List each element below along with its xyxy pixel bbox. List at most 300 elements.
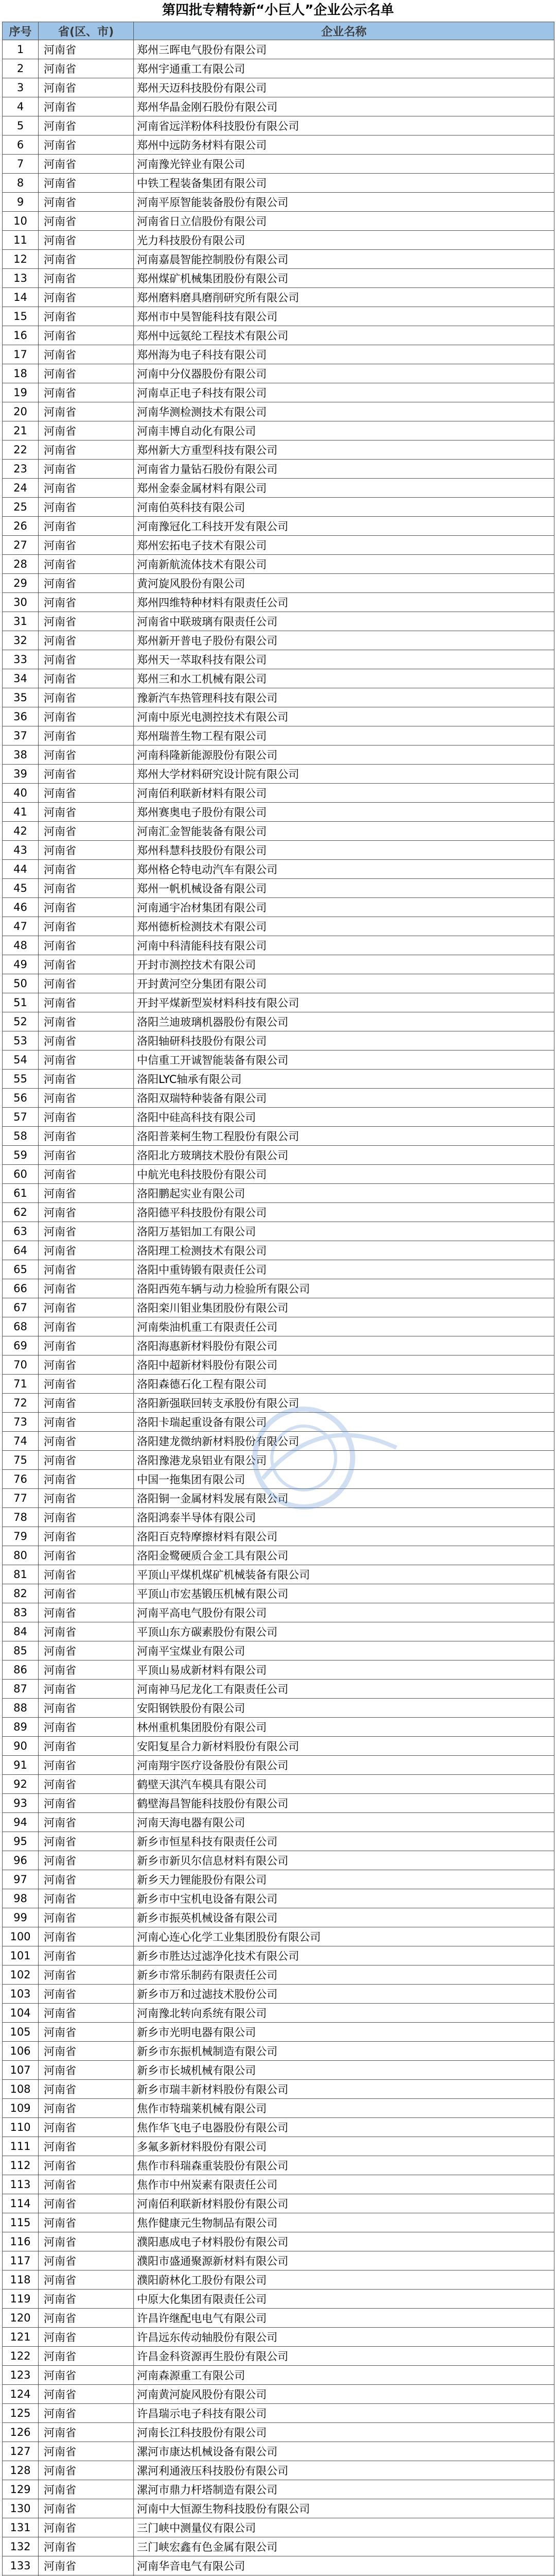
region-cell: 河南省 bbox=[39, 1508, 134, 1527]
company-name-cell: 洛阳森德石化工程有限公司 bbox=[134, 1375, 554, 1394]
table-row bbox=[3, 707, 554, 726]
region-cell: 河南省 bbox=[39, 2423, 134, 2442]
seq-cell: 95 bbox=[3, 1832, 39, 1851]
seq-cell: 112 bbox=[3, 2156, 39, 2175]
company-list-table bbox=[2, 22, 554, 2576]
company-name-cell: 开封平煤新型炭材料科技有限公司 bbox=[134, 993, 554, 1012]
company-name-cell: 河南汇金智能装备有限公司 bbox=[134, 822, 554, 841]
seq-cell: 67 bbox=[3, 1298, 39, 1317]
company-name-cell: 河南豫冠化工科技开发有限公司 bbox=[134, 517, 554, 536]
page-title: 第四批专精特新“小巨人”企业公示名单 bbox=[162, 3, 394, 18]
table-row bbox=[3, 2404, 554, 2423]
region-cell: 河南省 bbox=[39, 479, 134, 498]
company-name-cell: 河南森源重工有限公司 bbox=[134, 2366, 554, 2385]
region-cell: 河南省 bbox=[39, 1489, 134, 1508]
region-cell: 河南省 bbox=[39, 765, 134, 784]
table-row bbox=[3, 2347, 554, 2366]
region-cell: 河南省 bbox=[39, 1432, 134, 1451]
table-row bbox=[3, 1546, 554, 1565]
seq-cell: 116 bbox=[3, 2232, 39, 2251]
table-row bbox=[3, 1527, 554, 1546]
table-row bbox=[3, 1508, 554, 1527]
table-row bbox=[3, 536, 554, 555]
company-name-cell: 郑州新大方重型科技有限公司 bbox=[134, 440, 554, 460]
region-cell: 河南省 bbox=[39, 193, 134, 212]
table-row bbox=[3, 1108, 554, 1127]
table-row bbox=[3, 40, 554, 59]
company-name-cell: 郑州中远防务材料有限公司 bbox=[134, 135, 554, 155]
company-name-cell: 洛阳西苑车辆与动力检验所有限公司 bbox=[134, 1279, 554, 1298]
company-name-cell: 郑州赛奥电子股份有限公司 bbox=[134, 803, 554, 822]
seq-cell: 121 bbox=[3, 2328, 39, 2347]
company-name-cell: 平顶山市宏基锻压机械有限公司 bbox=[134, 1584, 554, 1603]
region-cell: 河南省 bbox=[39, 2080, 134, 2099]
table-row bbox=[3, 2175, 554, 2194]
region-cell: 河南省 bbox=[39, 2194, 134, 2213]
region-cell: 河南省 bbox=[39, 2213, 134, 2232]
region-cell: 河南省 bbox=[39, 993, 134, 1012]
company-name-cell: 河南中科清能科技有限公司 bbox=[134, 936, 554, 955]
table-row bbox=[3, 402, 554, 421]
table-row bbox=[3, 1718, 554, 1737]
company-name-cell: 新乡市瑞丰新材料股份有限公司 bbox=[134, 2080, 554, 2099]
region-cell: 河南省 bbox=[39, 1527, 134, 1546]
company-name-cell: 河南中原光电测控技术有限公司 bbox=[134, 707, 554, 726]
header-region: 省(区、市) bbox=[39, 22, 134, 40]
region-cell: 河南省 bbox=[39, 59, 134, 78]
region-cell: 河南省 bbox=[39, 860, 134, 879]
company-name-cell: 洛阳建龙微纳新材料股份有限公司 bbox=[134, 1432, 554, 1451]
company-name-cell: 河南丰博自动化有限公司 bbox=[134, 421, 554, 440]
company-name-cell: 郑州金泰金属材料有限公司 bbox=[134, 479, 554, 498]
seq-cell: 49 bbox=[3, 955, 39, 974]
company-name-cell: 河南通宇冶材集团有限公司 bbox=[134, 898, 554, 917]
region-cell: 河南省 bbox=[39, 1870, 134, 1889]
seq-cell: 90 bbox=[3, 1737, 39, 1756]
table-row bbox=[3, 2232, 554, 2251]
table-row bbox=[3, 2423, 554, 2442]
header-company-name: 企业名称 bbox=[134, 22, 554, 40]
table-row bbox=[3, 1070, 554, 1089]
seq-cell: 98 bbox=[3, 1889, 39, 1908]
seq-cell: 35 bbox=[3, 688, 39, 707]
table-row bbox=[3, 2213, 554, 2232]
seq-cell: 77 bbox=[3, 1489, 39, 1508]
region-cell: 河南省 bbox=[39, 269, 134, 288]
seq-cell: 80 bbox=[3, 1546, 39, 1565]
region-cell: 河南省 bbox=[39, 421, 134, 440]
table-row bbox=[3, 1241, 554, 1260]
company-name-cell: 豫新汽车热管理科技有限公司 bbox=[134, 688, 554, 707]
seq-cell: 106 bbox=[3, 2042, 39, 2061]
company-name-cell: 中国一拖集团有限公司 bbox=[134, 1470, 554, 1489]
region-cell: 河南省 bbox=[39, 574, 134, 593]
company-name-cell: 河南天海电器有限公司 bbox=[134, 1813, 554, 1832]
table-row bbox=[3, 498, 554, 517]
company-name-cell: 新乡市胜达过滤净化技术有限公司 bbox=[134, 1946, 554, 1965]
table-row bbox=[3, 174, 554, 193]
company-name-cell: 河南柴油机重工有限责任公司 bbox=[134, 1317, 554, 1336]
region-cell: 河南省 bbox=[39, 2023, 134, 2042]
region-cell: 河南省 bbox=[39, 1317, 134, 1336]
seq-cell: 103 bbox=[3, 1985, 39, 2004]
table-row bbox=[3, 383, 554, 402]
table-row bbox=[3, 1298, 554, 1317]
table-row bbox=[3, 345, 554, 364]
company-name-cell: 郑州煤矿机械集团股份有限公司 bbox=[134, 269, 554, 288]
table-row bbox=[3, 1279, 554, 1298]
company-name-cell: 林州重机集团股份有限公司 bbox=[134, 1718, 554, 1737]
region-cell: 河南省 bbox=[39, 1546, 134, 1565]
region-cell: 河南省 bbox=[39, 2309, 134, 2328]
region-cell: 河南省 bbox=[39, 498, 134, 517]
company-name-cell: 洛阳中超新材料股份有限公司 bbox=[134, 1355, 554, 1375]
company-name-cell: 洛阳海惠新材料股份有限公司 bbox=[134, 1336, 554, 1355]
company-name-cell: 三门峡中测量仪有限公司 bbox=[134, 2518, 554, 2537]
seq-cell: 5 bbox=[3, 116, 39, 135]
seq-cell: 3 bbox=[3, 78, 39, 97]
region-cell: 河南省 bbox=[39, 822, 134, 841]
seq-cell: 82 bbox=[3, 1584, 39, 1603]
table-row bbox=[3, 1451, 554, 1470]
region-cell: 河南省 bbox=[39, 2270, 134, 2290]
company-name-cell: 焦作市中州炭素有限责任公司 bbox=[134, 2175, 554, 2194]
seq-cell: 89 bbox=[3, 1718, 39, 1737]
company-name-cell: 许昌远东传动轴股份有限公司 bbox=[134, 2328, 554, 2347]
company-name-cell: 许昌瑞示电子科技有限公司 bbox=[134, 2404, 554, 2423]
seq-cell: 58 bbox=[3, 1127, 39, 1146]
seq-cell: 96 bbox=[3, 1851, 39, 1870]
table-row bbox=[3, 479, 554, 498]
seq-cell: 128 bbox=[3, 2461, 39, 2480]
seq-cell: 115 bbox=[3, 2213, 39, 2232]
table-row bbox=[3, 1622, 554, 1641]
seq-cell: 30 bbox=[3, 593, 39, 612]
seq-cell: 22 bbox=[3, 440, 39, 460]
table-row bbox=[3, 1012, 554, 1031]
seq-cell: 117 bbox=[3, 2251, 39, 2270]
company-name-cell: 新乡市恒星科技有限责任公司 bbox=[134, 1832, 554, 1851]
company-name-cell: 郑州三和水工机械有限公司 bbox=[134, 669, 554, 688]
seq-cell: 38 bbox=[3, 745, 39, 765]
company-name-cell: 河南科隆新能源股份有限公司 bbox=[134, 745, 554, 765]
table-row bbox=[3, 2537, 554, 2556]
region-cell: 河南省 bbox=[39, 650, 134, 669]
seq-cell: 76 bbox=[3, 1470, 39, 1489]
company-name-cell: 河南华测检测技术有限公司 bbox=[134, 402, 554, 421]
region-cell: 河南省 bbox=[39, 1813, 134, 1832]
seq-cell: 57 bbox=[3, 1108, 39, 1127]
seq-cell: 12 bbox=[3, 250, 39, 269]
table-row bbox=[3, 193, 554, 212]
seq-cell: 109 bbox=[3, 2099, 39, 2118]
region-cell: 河南省 bbox=[39, 1603, 134, 1622]
table-row bbox=[3, 59, 554, 78]
region-cell: 河南省 bbox=[39, 174, 134, 193]
seq-cell: 110 bbox=[3, 2118, 39, 2137]
region-cell: 河南省 bbox=[39, 440, 134, 460]
region-cell: 河南省 bbox=[39, 250, 134, 269]
seq-cell: 69 bbox=[3, 1336, 39, 1355]
region-cell: 河南省 bbox=[39, 2118, 134, 2137]
company-name-cell: 郑州四维特种材料有限责任公司 bbox=[134, 593, 554, 612]
region-cell: 河南省 bbox=[39, 2537, 134, 2556]
seq-cell: 108 bbox=[3, 2080, 39, 2099]
region-cell: 河南省 bbox=[39, 1031, 134, 1050]
seq-cell: 9 bbox=[3, 193, 39, 212]
seq-cell: 104 bbox=[3, 2004, 39, 2023]
region-cell: 河南省 bbox=[39, 2404, 134, 2423]
seq-cell: 61 bbox=[3, 1184, 39, 1203]
table-row bbox=[3, 936, 554, 955]
table-row bbox=[3, 326, 554, 345]
table-row bbox=[3, 1756, 554, 1775]
region-cell: 河南省 bbox=[39, 2232, 134, 2251]
region-cell: 河南省 bbox=[39, 1794, 134, 1813]
region-cell: 河南省 bbox=[39, 688, 134, 707]
table-row bbox=[3, 1127, 554, 1146]
table-row bbox=[3, 1203, 554, 1222]
company-name-cell: 洛阳金鹭硬质合金工具有限公司 bbox=[134, 1546, 554, 1565]
seq-cell: 1 bbox=[3, 40, 39, 59]
company-name-cell: 鹤壁海昌智能科技股份有限公司 bbox=[134, 1794, 554, 1813]
company-name-cell: 洛阳普莱柯生物工程股份有限公司 bbox=[134, 1127, 554, 1146]
region-cell: 河南省 bbox=[39, 231, 134, 250]
company-name-cell: 新乡市东振机械制造有限公司 bbox=[134, 2042, 554, 2061]
seq-cell: 47 bbox=[3, 917, 39, 936]
seq-cell: 42 bbox=[3, 822, 39, 841]
table-row bbox=[3, 1031, 554, 1050]
seq-cell: 74 bbox=[3, 1432, 39, 1451]
seq-cell: 2 bbox=[3, 59, 39, 78]
company-name-cell: 河南佰利联新材料股份有限公司 bbox=[134, 2194, 554, 2213]
company-name-cell: 河南神马尼龙化工有限责任公司 bbox=[134, 1680, 554, 1699]
region-cell: 河南省 bbox=[39, 593, 134, 612]
region-cell: 河南省 bbox=[39, 2099, 134, 2118]
seq-cell: 119 bbox=[3, 2290, 39, 2309]
region-cell: 河南省 bbox=[39, 1203, 134, 1222]
company-name-cell: 郑州宏拓电子技术有限公司 bbox=[134, 536, 554, 555]
region-cell: 河南省 bbox=[39, 536, 134, 555]
company-name-cell: 郑州磨料磨具磨削研究所有限公司 bbox=[134, 288, 554, 307]
region-cell: 河南省 bbox=[39, 1413, 134, 1432]
table-row bbox=[3, 1222, 554, 1241]
seq-cell: 66 bbox=[3, 1279, 39, 1298]
company-name-cell: 三门峡宏鑫有色金属有限公司 bbox=[134, 2537, 554, 2556]
company-name-cell: 郑州德析检测技术有限公司 bbox=[134, 917, 554, 936]
table-row bbox=[3, 803, 554, 822]
table-row bbox=[3, 2442, 554, 2461]
seq-cell: 85 bbox=[3, 1641, 39, 1660]
seq-cell: 124 bbox=[3, 2385, 39, 2404]
company-name-cell: 洛阳中硅高科技有限公司 bbox=[134, 1108, 554, 1127]
table-row bbox=[3, 1413, 554, 1432]
company-name-cell: 河南省力量钻石股份有限公司 bbox=[134, 460, 554, 479]
seq-cell: 7 bbox=[3, 155, 39, 174]
company-name-cell: 河南伯英科技有限公司 bbox=[134, 498, 554, 517]
region-cell: 河南省 bbox=[39, 2347, 134, 2366]
region-cell: 河南省 bbox=[39, 1699, 134, 1718]
seq-cell: 65 bbox=[3, 1260, 39, 1279]
company-name-cell: 河南黄河旋风股份有限公司 bbox=[134, 2385, 554, 2404]
table-row bbox=[3, 555, 554, 574]
region-cell: 河南省 bbox=[39, 1089, 134, 1108]
seq-cell: 52 bbox=[3, 1012, 39, 1031]
table-row bbox=[3, 688, 554, 707]
region-cell: 河南省 bbox=[39, 2328, 134, 2347]
table-row bbox=[3, 116, 554, 135]
table-row bbox=[3, 1851, 554, 1870]
table-row bbox=[3, 2004, 554, 2023]
region-cell: 河南省 bbox=[39, 1184, 134, 1203]
seq-cell: 31 bbox=[3, 612, 39, 631]
region-cell: 河南省 bbox=[39, 1070, 134, 1089]
company-name-cell: 新乡市新贝尔信息材料有限公司 bbox=[134, 1851, 554, 1870]
company-name-cell: 濮阳蔚林化工股份有限公司 bbox=[134, 2270, 554, 2290]
table-row bbox=[3, 1832, 554, 1851]
seq-cell: 6 bbox=[3, 135, 39, 155]
table-row bbox=[3, 2385, 554, 2404]
seq-cell: 44 bbox=[3, 860, 39, 879]
table-row bbox=[3, 993, 554, 1012]
region-cell: 河南省 bbox=[39, 1241, 134, 1260]
seq-cell: 32 bbox=[3, 631, 39, 650]
table-row bbox=[3, 2328, 554, 2347]
company-name-cell: 平顶山东方碳素股份有限公司 bbox=[134, 1622, 554, 1641]
region-cell: 河南省 bbox=[39, 1584, 134, 1603]
region-cell: 河南省 bbox=[39, 1165, 134, 1184]
company-name-cell: 洛阳豫港龙泉铝业有限公司 bbox=[134, 1451, 554, 1470]
company-name-cell: 平顶山平煤机煤矿机械装备有限公司 bbox=[134, 1565, 554, 1584]
region-cell: 河南省 bbox=[39, 1127, 134, 1146]
region-cell: 河南省 bbox=[39, 383, 134, 402]
table-row bbox=[3, 2480, 554, 2499]
company-name-cell: 洛阳鸿泰半导体有限公司 bbox=[134, 1508, 554, 1527]
seq-cell: 29 bbox=[3, 574, 39, 593]
company-name-cell: 多氟多新材料股份有限公司 bbox=[134, 2137, 554, 2156]
region-cell: 河南省 bbox=[39, 2556, 134, 2575]
company-name-cell: 河南新航流体技术有限公司 bbox=[134, 555, 554, 574]
company-name-cell: 开封市测控技术有限公司 bbox=[134, 955, 554, 974]
region-cell: 河南省 bbox=[39, 2366, 134, 2385]
company-name-cell: 洛阳LYC轴承有限公司 bbox=[134, 1070, 554, 1089]
table-row bbox=[3, 631, 554, 650]
company-name-cell: 新乡市中宝机电设备有限公司 bbox=[134, 1889, 554, 1908]
seq-cell: 101 bbox=[3, 1946, 39, 1965]
region-cell: 河南省 bbox=[39, 1851, 134, 1870]
seq-cell: 75 bbox=[3, 1451, 39, 1470]
table-row bbox=[3, 1184, 554, 1203]
seq-cell: 41 bbox=[3, 803, 39, 822]
region-cell: 河南省 bbox=[39, 1660, 134, 1680]
seq-cell: 86 bbox=[3, 1660, 39, 1680]
company-name-cell: 河南省远洋粉体科技股份有限公司 bbox=[134, 116, 554, 135]
region-cell: 河南省 bbox=[39, 955, 134, 974]
table-row bbox=[3, 1870, 554, 1889]
region-cell: 河南省 bbox=[39, 1565, 134, 1584]
table-row bbox=[3, 1908, 554, 1927]
table-row bbox=[3, 1565, 554, 1584]
table-row bbox=[3, 841, 554, 860]
seq-cell: 114 bbox=[3, 2194, 39, 2213]
seq-cell: 28 bbox=[3, 555, 39, 574]
seq-cell: 10 bbox=[3, 212, 39, 231]
table-row bbox=[3, 726, 554, 745]
company-name-cell: 河南平原智能装备股份有限公司 bbox=[134, 193, 554, 212]
region-cell: 河南省 bbox=[39, 517, 134, 536]
company-name-cell: 黄河旋风股份有限公司 bbox=[134, 574, 554, 593]
region-cell: 河南省 bbox=[39, 803, 134, 822]
table-row bbox=[3, 231, 554, 250]
region-cell: 河南省 bbox=[39, 1756, 134, 1775]
seq-cell: 48 bbox=[3, 936, 39, 955]
region-cell: 河南省 bbox=[39, 974, 134, 993]
region-cell: 河南省 bbox=[39, 326, 134, 345]
region-cell: 河南省 bbox=[39, 2499, 134, 2518]
table-row bbox=[3, 612, 554, 631]
seq-cell: 4 bbox=[3, 97, 39, 116]
region-cell: 河南省 bbox=[39, 2480, 134, 2499]
table-row bbox=[3, 1089, 554, 1108]
region-cell: 河南省 bbox=[39, 745, 134, 765]
table-row bbox=[3, 1641, 554, 1660]
seq-cell: 93 bbox=[3, 1794, 39, 1813]
company-name-cell: 漯河利通液压科技股份有限公司 bbox=[134, 2461, 554, 2480]
table-row bbox=[3, 898, 554, 917]
region-cell: 河南省 bbox=[39, 1946, 134, 1965]
company-name-cell: 郑州海为电子科技有限公司 bbox=[134, 345, 554, 364]
company-name-cell: 许昌金科资源再生股份有限公司 bbox=[134, 2347, 554, 2366]
table-row bbox=[3, 1737, 554, 1756]
table-row bbox=[3, 2309, 554, 2328]
company-name-cell: 河南心连心化学工业集团股份有限公司 bbox=[134, 1927, 554, 1946]
table-row bbox=[3, 784, 554, 803]
region-cell: 河南省 bbox=[39, 1927, 134, 1946]
region-cell: 河南省 bbox=[39, 2004, 134, 2023]
company-name-cell: 许昌许继配电电气有限公司 bbox=[134, 2309, 554, 2328]
region-cell: 河南省 bbox=[39, 460, 134, 479]
company-name-cell: 焦作市科瑞森重装股份有限公司 bbox=[134, 2156, 554, 2175]
table-row bbox=[3, 250, 554, 269]
region-cell: 河南省 bbox=[39, 1470, 134, 1489]
region-cell: 河南省 bbox=[39, 2137, 134, 2156]
company-name-cell: 洛阳双瑞特种装备有限公司 bbox=[134, 1089, 554, 1108]
table-row bbox=[3, 307, 554, 326]
table-row bbox=[3, 421, 554, 440]
region-cell: 河南省 bbox=[39, 307, 134, 326]
company-name-cell: 郑州新开普电子股份有限公司 bbox=[134, 631, 554, 650]
seq-cell: 24 bbox=[3, 479, 39, 498]
seq-cell: 107 bbox=[3, 2061, 39, 2080]
region-cell: 河南省 bbox=[39, 1965, 134, 1985]
table-body bbox=[3, 40, 554, 2576]
region-cell: 河南省 bbox=[39, 1641, 134, 1660]
company-name-cell: 洛阳兰迪玻璃机器股份有限公司 bbox=[134, 1012, 554, 1031]
company-name-cell: 洛阳德平科技股份有限公司 bbox=[134, 1203, 554, 1222]
table-row bbox=[3, 2290, 554, 2309]
table-row bbox=[3, 955, 554, 974]
table-row bbox=[3, 1813, 554, 1832]
region-cell: 河南省 bbox=[39, 135, 134, 155]
company-name-cell: 鹤壁天淇汽车模具有限公司 bbox=[134, 1775, 554, 1794]
company-name-cell: 洛阳轴研科技股份有限公司 bbox=[134, 1031, 554, 1050]
table-row bbox=[3, 2099, 554, 2118]
table-row bbox=[3, 1050, 554, 1070]
seq-cell: 91 bbox=[3, 1756, 39, 1775]
company-name-cell: 河南卓正电子科技有限公司 bbox=[134, 383, 554, 402]
seq-cell: 60 bbox=[3, 1165, 39, 1184]
table-row bbox=[3, 879, 554, 898]
